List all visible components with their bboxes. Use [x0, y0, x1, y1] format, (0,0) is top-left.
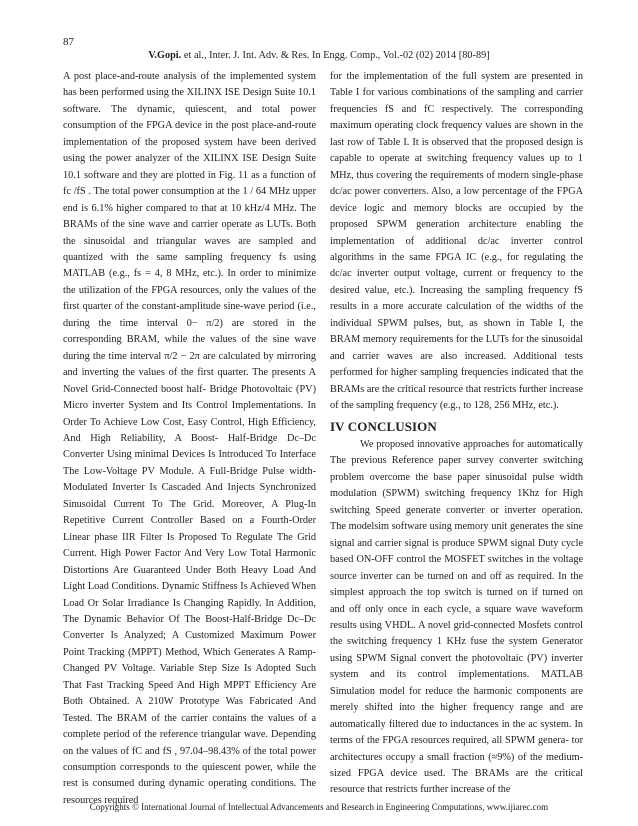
- right-column: [330, 69, 583, 799]
- running-header: [0, 50, 638, 61]
- body-paragraph: A post place-and-route analysis of the implemented system has been performed using the XILINX ISE Design Suite 10.1 software. The dynamic, quiescent, and total power consumption of the FPGA device in the post place-and-route implementation of the proposed system have been derived using the power analyzer of the XILINX ISE Design Suite 10.1 software and they are plotted in Fig. 11 as a function of fc /fS . The total power consumption at the 1 / 64 MHz upper end is 6.1% higher compared to that at 10 kHz/4 MHz. The BRAMs of the sine wave and carrier operate as LUTs. Both the sinusoidal and triangular waves are sampled and quantized with the same sampling frequency fs using MATLAB (e.g., fs = 4, 8 MHz, etc.). In order to minimize the utilization of the FPGA resources, only the values of the first quarter of the constant-amplitude sine-wave period (i.e., during the time interval 0− π/2) are stored in the corresponding BRAM, while the values of the sine wave during the time interval π/2 − 2π are calculated by mirroring and inverting the values of the first quarter. The presents A Novel Grid-Connected boost half- Bridge Photovoltaic (PV) Micro inverter System and Its Control Implementations. In Order To Achieve Low Cost, Easy Control, High Efficiency, And High Reliability, A Boost- Half-Bridge Dc–Dc Converter Using minimal Devices Is Introduced To Interface The Low-Voltage PV Module. A Full-Bridge Pulse width-Modulated Inverter Is Cascaded And Injects Synchronized Sinusoidal Current To The Grid. Moreover, A Plug-In Repetitive Current Controller Based on a Fourth-Order Linear phase IIR Filter Is Proposed To Regulate The Grid Current. High Power Factor And Very Low Total Harmonic Distortions Are Guaranteed Under Both Heavy Load And Light Load Conditions. Dynamic Stiffness Is Achieved When Load Or Solar Irradiance Is Changing Rapidly. In Addition, The Dynamic Behavior Of The Boost-Half-Bridge Dc–Dc Converter Is Analyzed; A Customized Maximum Power Point Tracking (MPPT) Method, Which Generates A Ramp-Changed PV Voltage. Variable Step Size Is Adopted Such That Fast Tracking Speed And High MPPT Efficiency Are Both Obtained. A 210W Prototype Was Fabricated And Tested. The BRAM of the carrier contains the values of a complete period of the reference triangular wave. Depending on the values of fC and fS , 97.04–98.43% of the total power consumption corresponds to the quiescent power, while the rest is consumed during dynamic operating conditions. The resources required: [63, 71, 316, 806]
- header-author: V.Gopi.: [148, 50, 182, 61]
- footer-copyright: Copyrights © International Journal of Intellectual Advancements and Research in Engineering Computations, www.ijiarec.com: [89, 802, 549, 812]
- body-paragraph: for the implementation of the full system are presented in Table I for various combinations of the sampling and carrier frequencies fS and fC respectively. The corresponding maximum operating clock frequency values are shown in the last row of Table I. It is observed that the proposed design is capable to operate at switching frequency values up to 1 MHz, thus covering the requirements of modern single-phase dc/ac power converters. Also, a low percentage of the FPGA device logic and memory blocks are occupied by the proposed SPWM generation architecture enabling the implementation of additional dc/ac inverter control algorithms in the same FPGA IC (e.g., for regulating the dc/ac inverter output voltage, current or frequency to the desired value, etc.). Increasing the sampling frequency fS results in a more accurate calculation of the widths of the individual SPWM pulses, but, as shown in Table I, the BRAM memory requirements for the LUTs for the sinusoidal and carrier waves are also increased. Additional tests performed for higher sampling frequencies indicated that the BRAMs are the critical resource that restricts further increase of the sampling frequency (e.g., to 128, 256 MHz, etc.).: [330, 71, 583, 412]
- page-number: 87: [63, 36, 74, 48]
- section-heading: IV CONCLUSION: [330, 418, 437, 434]
- left-column: [63, 69, 316, 809]
- header-citation: et al., Inter. J. Int. Adv. & Res. In Engg. Comp., Vol.-02 (02) 2014 [80-89]: [181, 50, 490, 61]
- conclusion-paragraph: We proposed innovative approaches for automatically The previous Reference paper survey converter switching problem overcome the base paper sinusoidal pulse width modulation (SPWM) switching frequency 1Khz for High switching Speed generate converter or inverter operation. The modelsim software using memory unit generates the sine signal and carrier signal is produce SPWM signal Duty cycle based ON-OFF control the MOSFET switches in the voltage source inverter can be turned on and off as required. In the simplest approach the top switch is turned on if turned on and off only once in each cycle, a square wave waveform results using VHDL. A novel grid-connected Mosfets control the switching frequency 1 KHz fuse the system Generator using SPWM Signal convert the photovoltaic (PV) inverter system and its control implementations. MATLAB Simulation model for reduce the harmonic components are merely shifted into the higher frequency range and are automatically filtered due to inductances in the ac system. In terms of the FPGA resources required, all SPWM genera- tor architectures occupy a small fraction (≈9%) of the medium- sized FPGA device used. The BRAMs are the critical resource that restricts further increase of the: [330, 438, 583, 796]
